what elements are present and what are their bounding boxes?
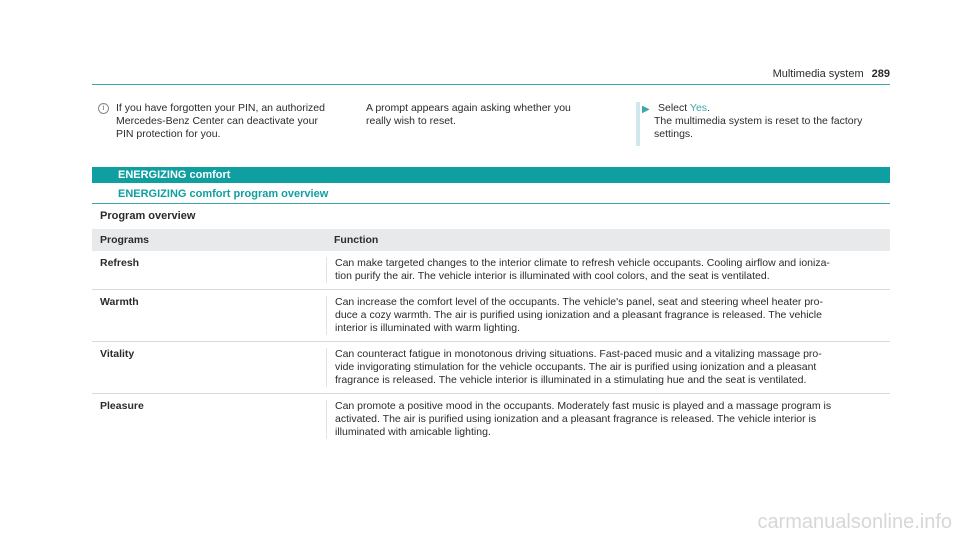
reset-prompt-text — [366, 102, 616, 128]
header-function: Function — [334, 234, 379, 246]
step-line — [658, 102, 914, 115]
section-title-bar — [92, 167, 890, 183]
program-name: Warmth — [100, 296, 139, 308]
function-line: Can counteract fatigue in monotonous driving situations. Fast-paced music and a vitalizing massage pro- — [335, 348, 822, 360]
step-prefix: Select — [658, 102, 690, 114]
function-line: illuminated with amicable lighting. — [335, 426, 491, 438]
function-line: Can make targeted changes to the interior climate to refresh vehicle occupants. Cooling airflow and ioniza- — [335, 257, 830, 269]
function-line: fragrance is released. The vehicle interior is illuminated in a stimulating hue and the seat is ventilated. — [335, 374, 807, 386]
program-function — [326, 400, 890, 439]
table-row — [92, 394, 890, 445]
page-number: 289 — [871, 68, 890, 80]
table-header — [92, 229, 890, 251]
program-name: Vitality — [100, 348, 135, 360]
program-function — [326, 257, 890, 283]
function-line: Can increase the comfort level of the occupants. The vehicle's panel, seat and steering wheel heater pro- — [335, 296, 824, 308]
info-icon: i — [98, 103, 109, 114]
program-overview-heading: Program overview — [100, 210, 196, 222]
program-table — [92, 229, 890, 445]
yes-option-text: Yes — [689, 102, 708, 114]
step-result-line: The multimedia system is reset to the factory — [654, 115, 863, 127]
header-title: Multimedia system — [772, 68, 864, 80]
program-function — [326, 348, 890, 387]
prompt-line: A prompt appears again asking whether you — [366, 102, 571, 114]
note-line: Mercedes-Benz Center can deactivate your — [116, 115, 318, 127]
subsection-divider — [92, 203, 890, 204]
function-line: activated. The air is purified using ionization and a pleasant fragrance is released. The vehicle interior is — [335, 413, 817, 425]
page-header — [773, 68, 890, 81]
function-line: Can promote a positive mood in the occupants. Moderately fast music is played and a massage program is — [335, 400, 832, 412]
subsection-title: ENERGIZING comfort program overview — [118, 188, 329, 200]
function-line: interior is illuminated with warm lighting. — [335, 322, 520, 334]
step-arrow-icon: ▶ — [642, 104, 650, 115]
program-name: Pleasure — [100, 400, 144, 412]
watermark-text: carmanualsonline.info — [757, 511, 952, 533]
table-row — [92, 342, 890, 394]
note-line: PIN protection for you. — [116, 128, 221, 140]
instruction-step — [636, 102, 914, 146]
function-line: tion purify the air. The vehicle interior is illuminated with cool colors, and the seat is ventilated. — [335, 270, 770, 282]
step-result-line: settings. — [654, 128, 694, 140]
step-suffix: . — [707, 102, 710, 114]
section-title: ENERGIZING comfort — [118, 169, 231, 181]
table-row — [92, 251, 890, 290]
program-name: Refresh — [100, 257, 140, 269]
table-row — [92, 290, 890, 342]
prompt-line: really wish to reset. — [366, 115, 456, 127]
program-function — [326, 296, 890, 335]
function-line: vide invigorating stimulation for the vehicle occupants. The air is purified using ionization and a pleasant — [335, 361, 817, 373]
pin-note — [100, 102, 350, 141]
header-divider — [92, 84, 890, 85]
note-text — [116, 102, 350, 141]
function-line: duce a cozy warmth. The air is purified using ionization and a pleasant fragrance is released. The vehicle — [335, 309, 822, 321]
header-programs: Programs — [100, 234, 150, 246]
note-line: If you have forgotten your PIN, an authorized — [116, 102, 325, 114]
